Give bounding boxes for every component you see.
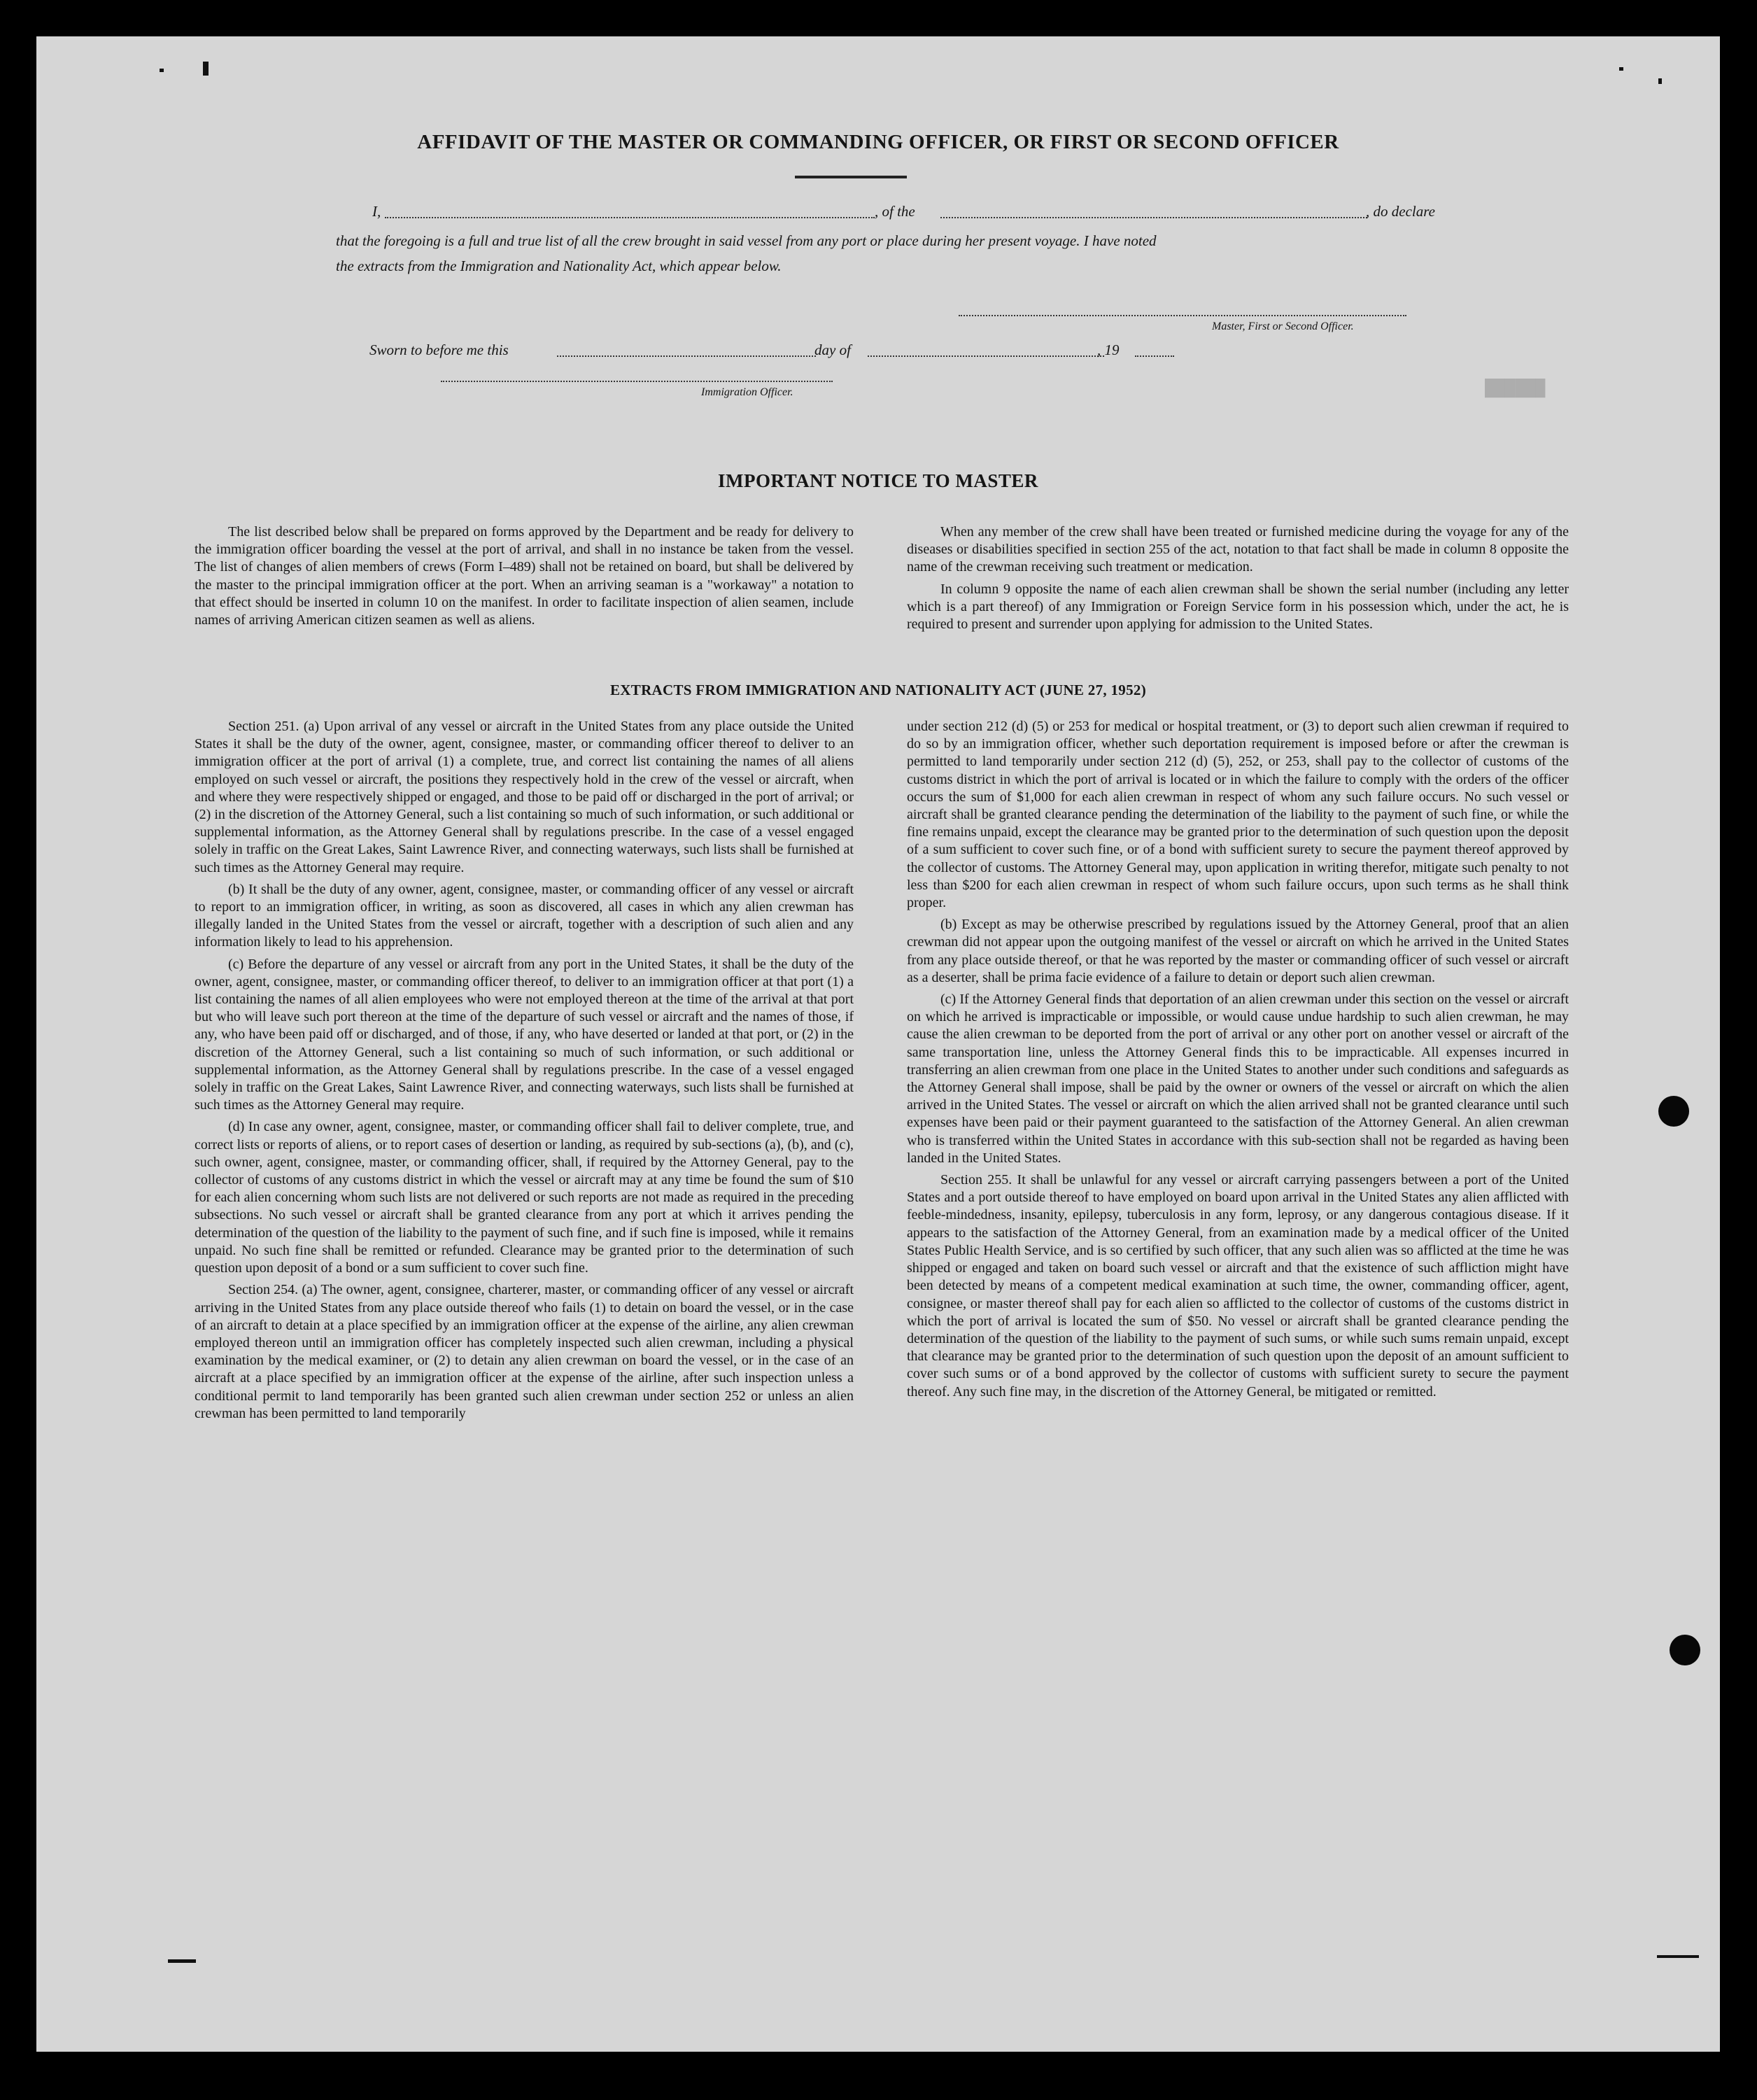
extract-section-251-b: (b) It shall be the duty of any owner, agent, consignee, master, or commanding officer of any vessel or aircraft to report to an immigration officer, in writing, as soon as discovered, all cases in which any alien crewman has illegally landed in the United States from the vessel or aircraft, together with a description of such alien and any information likely to lead to his apprehension. bbox=[195, 881, 854, 950]
scan-mark-top-left-dot bbox=[160, 69, 164, 72]
punch-hole-lower bbox=[1670, 1635, 1700, 1665]
affidavit-statement-line-1: that the foregoing is a full and true list of all the crew brought in said vessel from any port or place during her present voyage. I have noted bbox=[336, 232, 1157, 249]
affidavit-of-the-label: , of the bbox=[875, 203, 915, 220]
bleed-through-text: ██████ bbox=[1485, 379, 1546, 398]
immigration-officer-signature-line[interactable] bbox=[441, 381, 833, 382]
affidavit-i-label: I, bbox=[372, 203, 381, 220]
vessel-blank[interactable] bbox=[940, 217, 1367, 218]
notice-right-paragraph-1: When any member of the crew shall have been treated or furnished medicine during the voyage for any of the diseases or disabilities specified in section 255 of the act, notation to that fact shall be made in column 8 opposite the name of the crewman receiving such treatment or medication. bbox=[907, 524, 1569, 575]
scan-mark-top-left bbox=[203, 62, 209, 76]
extract-section-254-a-continued: under section 212 (d) (5) or 253 for medical or hospital treatment, or (3) to deport such alien crewman if required to do so by an immigration officer, whether such deportation requirement is imposed before or after the crewman is permitted to land temporarily under section 212 (d) (5), 252, or 253, shall pay to the collector of customs of the customs district in which the port of arrival is located or in which the failure to comply with the orders of the officer occurs the sum of $1,000 for each alien crewman in respect of whom any such failure occurs. No such vessel or aircraft shall be granted clearance pending the determination of the liability to the payment of such fine, or while the fine remains unpaid, except the clearance may be granted prior to the determination of such question upon the deposit of a sum sufficient to cover such fine, or of a bond with sufficient surety to secure the payment thereof approved by the collector of customs. The Attorney General may, upon application in writing therefor, mitigate such penalty to not less than $200 for each alien crewman in respect of whom such failure occurs, upon such terms as he shall think proper. bbox=[907, 719, 1569, 911]
affidavit-do-declare-label: , do declare bbox=[1366, 203, 1435, 220]
scan-mark-top-right bbox=[1619, 67, 1623, 71]
sworn-year-blank[interactable] bbox=[1135, 355, 1174, 357]
notice-right-paragraph-2: In column 9 opposite the name of each alien crewman shall be shown the serial number (including any letter which is a part thereof) of any Immigration or Foreign Service form in his possession which, under the act, he is required to present and surrender upon applying for admission to the United States. bbox=[907, 581, 1569, 633]
master-signature-caption: Master, First or Second Officer. bbox=[1212, 320, 1354, 332]
notice-left-paragraph: The list described below shall be prepared on forms approved by the Department and be ready for delivery to the immigration officer boarding the vessel at the port of arrival, and shall in no instance be taken from the vessel. The list of changes of alien members of crews (Form I–489) shall not be retained on board, but shall be delivered by the master to the principal immigration officer at the port. When an arriving seaman is a "workaway" a notation to that effect should be inserted in column 10 on the manifest. In order to facilitate inspection of alien seamen, include names of arriving American citizen seamen as well as aliens. bbox=[195, 524, 854, 628]
extract-section-254-a: Section 254. (a) The owner, agent, consignee, charterer, master, or commanding officer of any vessel or aircraft arriving in the United States from any place outside thereof who fails (1) to detain on board the vessel, or in the case of an aircraft to detain at a place specified by an immigration officer at the expense of the airline, any alien crewman employed thereon until an immigration officer has completely inspected such alien crewman, including a physical examination by the medical examiner, or (2) to detain any alien crewman on board the vessel, or in the case of an aircraft at a place specified by an immigration officer at the expense of the airline, after such inspection unless a conditional permit to land temporarily has been granted such alien crewman under section 252 or unless an alien crewman has been permitted to land temporarily bbox=[195, 1282, 854, 1421]
punch-hole-upper bbox=[1658, 1096, 1689, 1127]
notice-title: IMPORTANT NOTICE TO MASTER bbox=[718, 470, 1038, 491]
scan-mark-top-right-2 bbox=[1658, 78, 1662, 84]
document-page bbox=[36, 36, 1720, 2052]
extract-section-254-b: (b) Except as may be otherwise prescribed by regulations issued by the Attorney General, proof that an alien crewman did not appear upon the outgoing manifest of the vessel or aircraft on which he arrived in the United States from any place outside thereof, or that he was reported by the master or commanding officer of such vessel or aircraft as a deserter, shall be prima facie evidence of a failure to detain or deport such alien crewman. bbox=[907, 917, 1569, 985]
extract-section-251-c: (c) Before the departure of any vessel or aircraft from any port in the United States, it shall be the duty of the owner, agent, consignee, master, or commanding officer thereof, to deliver to an immigration officer at that port (1) a list containing the names of all alien employees who were not employed thereon at the time of the arrival at that port but who will leave such port thereon at the time of the departure of such vessel or aircraft and the names of those, if any, who have been paid off or discharged, and of those, if any, who have deserted or landed at that port, or (2) in the discretion of the Attorney General, such a list containing so much of such information, or such additional or supplemental information, as the Attorney General shall by regulations prescribe. In the case of a vessel engaged solely in traffic on the Great Lakes, Saint Lawrence River, and connecting waterways, such lists shall be furnished at such times as the Attorney General may require. bbox=[195, 956, 854, 1113]
day-of-label: day of bbox=[814, 341, 851, 358]
scan-mark-bottom-right bbox=[1657, 1955, 1699, 1958]
extract-section-251-d: (d) In case any owner, agent, consignee, master, or commanding officer shall fail to deliver complete, true, and correct lists or reports of aliens, or to report cases of desertion or landing, as required by sub-sections (a), (b), and (c), such owner, agent, consignee, master, or commanding officer, shall, if required by the Attorney General, pay to the collector of customs of any customs district in which the vessel or aircraft may at any time be found the sum of $10 for each alien concerning whom such lists are not delivered or such reports are not made as required in the preceding subsections. No such vessel or aircraft shall be granted clearance from any port at which it arrives pending the determination of the question of the liability to the payment of such fine, and if such fine is imposed, while it remains unpaid. No such fine shall be remitted or refunded. Clearance may be granted prior to the determination of such question upon deposit of a bond or a sum sufficient to cover such fine. bbox=[195, 1119, 854, 1276]
notice-left-column bbox=[195, 523, 854, 633]
extract-section-251-a: Section 251. (a) Upon arrival of any vessel or aircraft in the United States from any place outside the United States it shall be the duty of the owner, agent, consignee, master, or commanding officer thereof to deliver to an immigration officer at the port of arrival (1) a complete, true, and correct list containing the names of all aliens employed on such vessel or aircraft, the positions they respectively hold in the crew of the vessel or aircraft, when and where they were respectively shipped or engaged, and those to be paid off or discharged in the port of arrival; or (2) in the discretion of the Attorney General, such a list containing so much of such information, or such additional or supplemental information, as the Attorney General shall by regulations prescribe. In the case of a vessel engaged solely in traffic on the Great Lakes, Saint Lawrence River, and connecting waterways, such lists shall be furnished at such times as the Attorney General may require. bbox=[195, 719, 854, 875]
extract-section-254-c: (c) If the Attorney General finds that deportation of an alien crewman under this section on the vessel or aircraft on which he arrived is impracticable or impossible, or would cause undue hardship to such alien crewman, he may cause the alien crewman to be deported from the port of arrival or any other port on another vessel or aircraft of the same transportation line, unless the Attorney General finds this to be impracticable. All expenses incurred in transferring an alien crewman from one place in the United States to another under such conditions and safeguards as the Attorney General shall impose, shall be paid by the owner or owners of the vessel or aircraft on which the alien arrived in the United States. The vessel or aircraft on which the alien arrived shall not be granted clearance until such expenses have been paid or their payment guaranteed to the satisfaction of the Attorney General. An alien crewman who is transferred within the United States in accordance with this sub-section shall not be regarded as having been landed in the United States. bbox=[907, 992, 1569, 1166]
sworn-label: Sworn to before me this bbox=[369, 341, 509, 358]
notice-right-column bbox=[907, 523, 1569, 637]
extracts-left-column bbox=[195, 718, 854, 1427]
extract-section-255: Section 255. It shall be unlawful for any vessel or aircraft carrying passengers between a port of the United States and a port outside thereof to have employed on board upon arrival in the United States any alien afflicted with feeble-mindedness, insanity, epilepsy, tuberculosis in any form, leprosy, or any dangerous contagious disease. If it appears to the satisfaction of the Attorney General, from an examination made by a medical officer of the United States Public Health Service, and is so certified by such officer, that any such alien was so afflicted at the time he was shipped or engaged and taken on board such vessel or aircraft and that the existence of such affliction might have been detected by means of a competent medical examination at such time, the owner, commanding officer, agent, consignee, or master thereof shall pay for each alien so afflicted to the collector of customs of the customs district in which the port of arrival is located the sum of $50. No vessel or aircraft shall be granted clearance pending the determination of the question of the liability to the payment of such sums, or while such sums remain unpaid, except that clearance may be granted prior to the determination of such question upon the deposit of an amount sufficient to cover such sums or of a bond approved by the collector of customs with sufficient surety to secure the payment thereof. Any such fine may, in the discretion of the Attorney General, be mitigated or remitted. bbox=[907, 1172, 1569, 1400]
affidavit-title: AFFIDAVIT OF THE MASTER OR COMMANDING OFFICER, OR FIRST OR SECOND OFFICER bbox=[417, 131, 1339, 153]
extracts-right-column bbox=[907, 718, 1569, 1405]
year-label: , 19 bbox=[1097, 341, 1120, 358]
affidavit-statement-line-2: the extracts from the Immigration and Nationality Act, which appear below. bbox=[336, 258, 782, 274]
name-blank[interactable] bbox=[385, 217, 875, 218]
master-signature-line[interactable] bbox=[959, 315, 1406, 316]
title-underline bbox=[795, 176, 907, 178]
sworn-month-blank[interactable] bbox=[868, 355, 1104, 357]
immigration-officer-caption: Immigration Officer. bbox=[701, 386, 793, 398]
extracts-title: EXTRACTS FROM IMMIGRATION AND NATIONALITY ACT (JUNE 27, 1952) bbox=[610, 682, 1146, 698]
sworn-day-blank[interactable] bbox=[557, 355, 816, 357]
scan-mark-bottom-left bbox=[168, 1959, 196, 1963]
